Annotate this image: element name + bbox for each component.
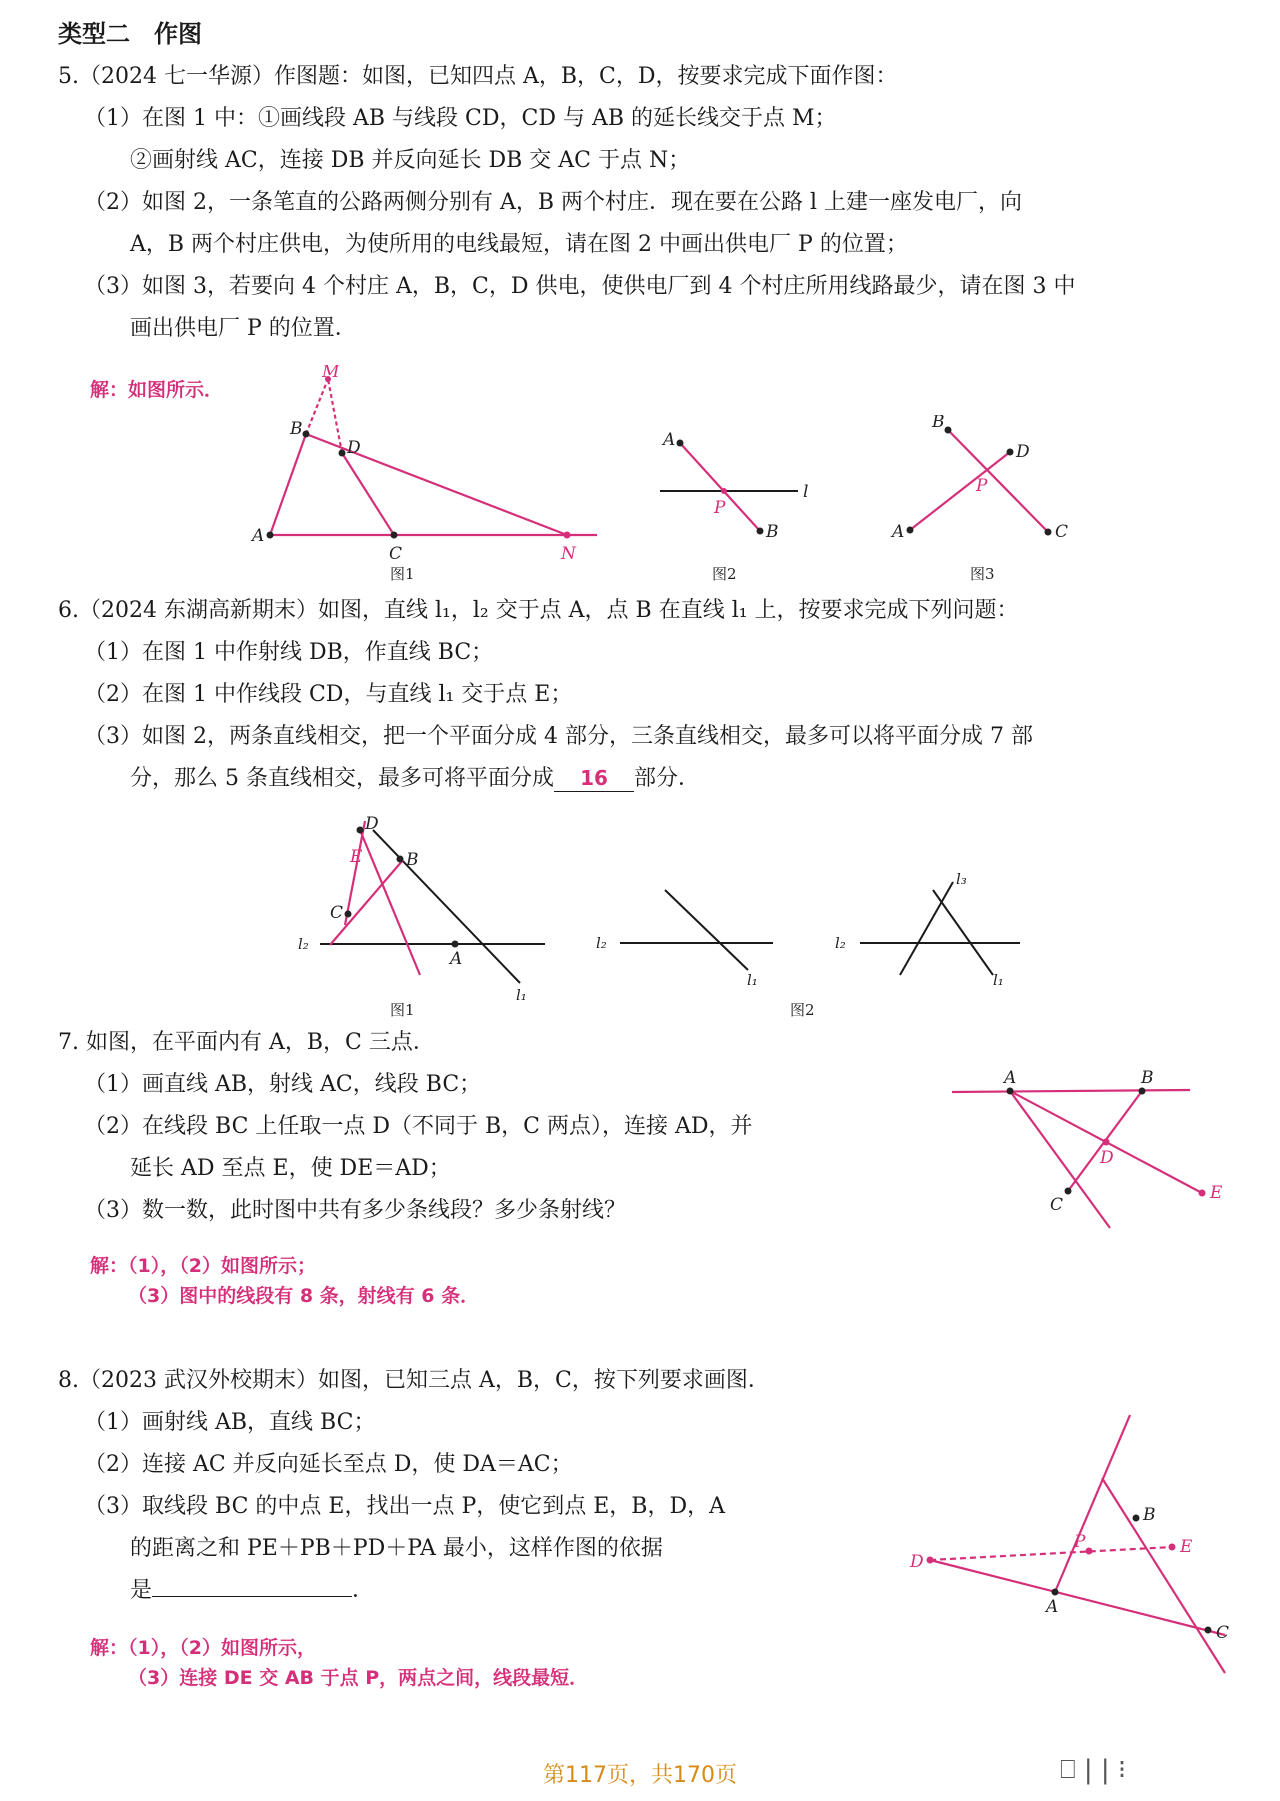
fig1-label-d: D: [347, 438, 361, 458]
fig1-point-n: [564, 532, 571, 539]
q7-line-3: （2）在线段 BC 上任取一点 D（不同于 B，C 两点），连接 AD，并: [84, 1114, 753, 1139]
q6-fig2-label-l1a: l₁: [747, 971, 758, 989]
fig1-point-b: [303, 431, 310, 438]
section-title: 类型二 作图: [58, 20, 202, 48]
q6-line-2: （1）在图 1 中作射线 DB，作直线 BC；: [84, 640, 494, 665]
q8-label-e: E: [1180, 1537, 1193, 1557]
fig1-cd-extension: [328, 379, 342, 453]
fig3-label-p: P: [976, 476, 988, 496]
q7-figure: [940, 1060, 1240, 1260]
fig1-point-a: [267, 532, 274, 539]
q5-figure-1: [240, 365, 620, 600]
fig3-point-a: [907, 527, 914, 534]
fig2-point-a: [677, 440, 684, 447]
q8-point-e: [1169, 1544, 1176, 1551]
q6-point-a: [452, 941, 459, 948]
q7-line-2: （1）画直线 AB，射线 AC，线段 BC；: [84, 1072, 482, 1097]
fig3-point-b: [945, 427, 952, 434]
q8-label-d: D: [910, 1552, 924, 1572]
q7-line-5: （3）数一数，此时图中共有多少条线段？多少条射线？: [84, 1198, 626, 1223]
q6-point-c: [345, 911, 352, 918]
fig2-caption: 图2: [712, 565, 737, 583]
fig3-label-a: A: [892, 522, 905, 542]
q6-figure-2: [590, 870, 1050, 1030]
q5-figure-2: [640, 425, 820, 595]
q8-last-suffix: ．: [352, 1578, 375, 1603]
q8-label-p: P: [1074, 1532, 1086, 1552]
q8-line-6: [130, 1576, 374, 1606]
fig1-ab-extension: [306, 379, 328, 434]
q8-point-b: [1133, 1515, 1140, 1522]
q6-label-a: A: [450, 949, 463, 969]
q5-figure-3: [880, 415, 1080, 595]
q6-point-d: [357, 827, 364, 834]
q8-line-5: 的距离之和 PE＋PB＋PD＋PA 最小，这样作图的依据: [130, 1536, 663, 1561]
q6-label-l2: l₂: [298, 935, 309, 953]
q5-line-6: （3）如图 3，若要向 4 个村庄 A，B，C，D 供电，使供电厂到 4 个村庄所用线路最少，请在图 3 中: [84, 274, 1076, 299]
q5-solution: 解：如图所示．: [90, 379, 224, 401]
q6-label-b: B: [406, 850, 419, 870]
q7-point-c: [1065, 1188, 1072, 1195]
q8-point-c: [1205, 1627, 1212, 1634]
q7-point-d: [1103, 1139, 1110, 1146]
q8-solution-2: （3）连接 DE 交 AB 于点 P，两点之间，线段最短．: [128, 1667, 589, 1689]
q7-line-ab: [952, 1090, 1190, 1092]
q6-last-suffix: 部分．: [634, 766, 701, 791]
q8-segment-de: [930, 1547, 1172, 1560]
fig1-segment-ab: [270, 434, 306, 535]
fig3-label-b: B: [932, 415, 945, 432]
fig3-segment-ad: [910, 452, 1010, 530]
fig2-point-b: [757, 528, 764, 535]
fig1-label-m: M: [322, 365, 340, 382]
q7-label-a: A: [1004, 1068, 1017, 1088]
q8-solution-1: 解：（1），（2）如图所示，: [90, 1637, 316, 1659]
q7-point-e: [1199, 1190, 1206, 1197]
q5-line-4: （2）如图 2，一条笔直的公路两侧分别有 A，B 两个村庄．现在要在公路 l 上建一座发电厂，向: [84, 190, 1023, 215]
fig2-label-b: B: [766, 522, 779, 542]
q6-fig2-label-l1b: l₁: [993, 971, 1004, 989]
q8-label-c: C: [1216, 1623, 1230, 1643]
q8-point-a: [1052, 1589, 1059, 1596]
fig3-caption: 图3: [970, 565, 995, 583]
q6-figure-1: [290, 815, 560, 1025]
q8-label-b: B: [1143, 1505, 1156, 1525]
q6-fig2-label-l2b: l₂: [835, 934, 846, 952]
q6-line-5: [130, 764, 700, 794]
fig3-point-c: [1045, 529, 1052, 536]
fig1-caption: 图1: [390, 565, 415, 583]
q6-fig1-caption: 图1: [390, 1001, 415, 1019]
q7-solution-2: （3）图中的线段有 8 条，射线有 6 条．: [128, 1285, 480, 1307]
fig3-label-c: C: [1055, 522, 1069, 542]
q8-point-p: [1086, 1548, 1093, 1555]
q6-label-c: C: [330, 903, 344, 923]
q8-line-4: （3）取线段 BC 的中点 E，找出一点 P，使它到点 E，B，D，A: [84, 1494, 725, 1519]
q7-solution-1: 解：（1），（2）如图所示；: [90, 1255, 316, 1277]
fig1-point-d: [339, 450, 346, 457]
q6-fig2-label-l2a: l₂: [596, 934, 607, 952]
q8-line-bc: [1102, 1478, 1225, 1673]
fig1-label-a: A: [252, 526, 265, 546]
q5-line-3: ②画射线 AC，连接 DB 并反向延长 DB 交 AC 于点 N；: [130, 148, 691, 173]
fig3-point-d: [1007, 449, 1014, 456]
q6-label-l1: l₁: [516, 986, 527, 1004]
q7-line-4: 延长 AD 至点 E，使 DE＝AD；: [130, 1156, 451, 1181]
fig3-label-d: D: [1016, 442, 1030, 462]
q6-fig2-left-l1: [665, 890, 748, 970]
q6-fig2-label-l3b: l₃: [956, 870, 967, 888]
q7-point-b: [1139, 1088, 1146, 1095]
q8-last-text: 是: [130, 1578, 153, 1603]
q6-line-l1: [373, 830, 520, 983]
q8-label-a: A: [1046, 1597, 1059, 1617]
fig1-label-n: N: [561, 544, 576, 564]
fig1-point-c: [391, 532, 398, 539]
fig2-point-p: [721, 488, 727, 494]
q5-line-5: A，B 两个村庄供电，为使所用的电线最短，请在图 2 中画出供电厂 P 的位置；: [130, 232, 908, 257]
q8-segment-dc: [930, 1560, 1225, 1635]
q6-line-3: （2）在图 1 中作线段 CD，与直线 l₁ 交于点 E；: [84, 682, 573, 707]
q8-answer-blank: [152, 1596, 352, 1597]
q6-label-e: E: [350, 847, 363, 867]
q6-fig2-right-l3: [900, 882, 953, 975]
fig1-line-db-extended: [306, 434, 567, 535]
q6-last-text: 分，那么 5 条直线相交，最多可将平面分成: [130, 766, 554, 791]
q8-figure: [880, 1410, 1250, 1680]
fig2-label-a: A: [663, 430, 676, 450]
q6-label-d: D: [365, 815, 379, 834]
page-footer: 第117页，共170页: [543, 1763, 737, 1788]
q8-point-d: [927, 1557, 934, 1564]
q7-label-c: C: [1050, 1195, 1064, 1215]
q8-line-2: （1）画射线 AB，直线 BC；: [84, 1410, 376, 1435]
q7-label-b: B: [1141, 1068, 1154, 1088]
q6-answer-blank: 16: [554, 765, 634, 792]
q6-line-4: （3）如图 2，两条直线相交，把一个平面分成 4 部分，三条直线相交，最多可以将平面分成 7 部: [84, 724, 1033, 749]
q6-line-1: 6.（2024 东湖高新期末）如图，直线 l₁，l₂ 交于点 A，点 B 在直线 l₁ 上，按要求完成下列问题：: [58, 598, 1019, 623]
q7-line-1: 7. 如图，在平面内有 A，B，C 三点．: [58, 1030, 435, 1055]
q6-fig2-caption: 图2: [790, 1001, 815, 1019]
q8-line-1: 8.（2023 武汉外校期末）如图，已知三点 A，B，C，按下列要求画图．: [58, 1368, 770, 1393]
q5-line-7: 画出供电厂 P 的位置．: [130, 316, 357, 341]
fig1-label-c: C: [389, 544, 403, 564]
q8-line-3: （2）连接 AC 并反向延长至点 D，使 DA＝AC；: [84, 1452, 573, 1477]
q7-label-d: D: [1100, 1148, 1114, 1168]
q7-label-e: E: [1210, 1183, 1223, 1203]
q5-line-2: （1）在图 1 中：①画线段 AB 与线段 CD，CD 与 AB 的延长线交于点 M；: [84, 106, 837, 131]
q6-point-b: [397, 856, 404, 863]
fig3-segment-bc: [948, 430, 1048, 532]
q5-line-1: 5.（2024 七一华源）作图题：如图，已知四点 A，B，C，D，按要求完成下面作图：: [58, 64, 898, 89]
fig2-label-l: l: [803, 482, 809, 502]
q7-point-a: [1007, 1088, 1014, 1095]
viewer-toolbar-icon[interactable]: ⎕ | | ⁝: [1060, 1755, 1127, 1785]
fig1-label-b: B: [290, 419, 303, 439]
fig2-label-p: P: [714, 498, 726, 518]
